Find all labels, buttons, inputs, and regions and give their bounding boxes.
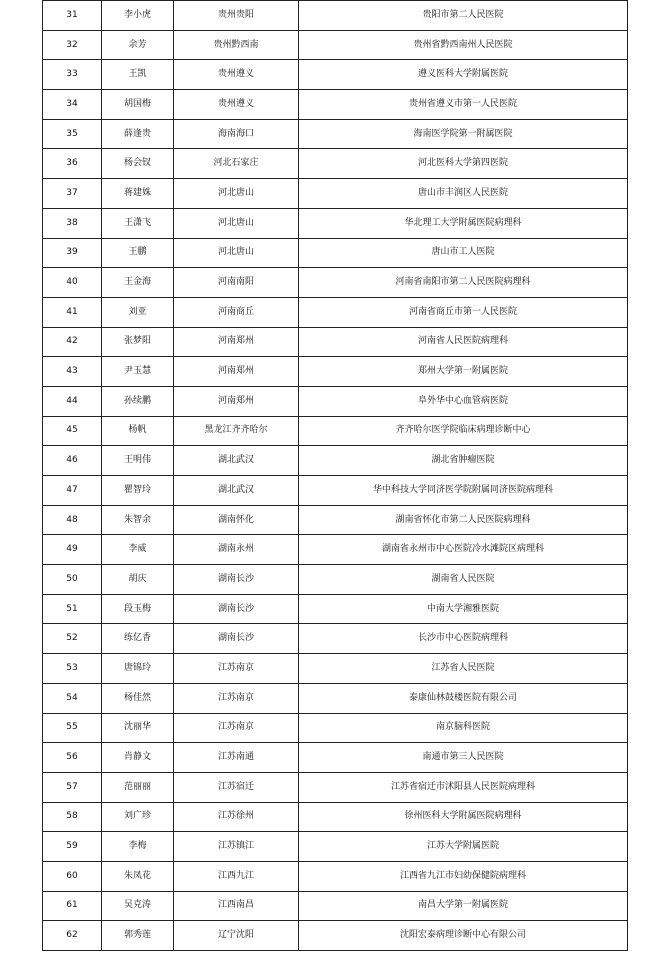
hospital-cell: 海南医学院第一附属医院	[299, 119, 628, 149]
region-cell: 湖南怀化	[174, 505, 299, 535]
hospital-cell: 唐山市工人医院	[299, 238, 628, 268]
row-number-cell: 45	[43, 416, 102, 446]
row-number-cell: 53	[43, 654, 102, 684]
region-cell: 江苏南京	[174, 654, 299, 684]
region-cell: 贵州贵阳	[174, 1, 299, 31]
region-cell: 辽宁沈阳	[174, 921, 299, 951]
table-row	[43, 386, 628, 416]
hospital-cell: 南通市第三人民医院	[299, 743, 628, 773]
table-row	[43, 179, 628, 209]
hospital-cell: 江西省九江市妇幼保健院病理科	[299, 861, 628, 891]
hospital-cell: 湖南省怀化市第二人民医院病理科	[299, 505, 628, 535]
hospital-cell: 河北医科大学第四医院	[299, 149, 628, 179]
hospital-cell: 齐齐哈尔医学院临床病理诊断中心	[299, 416, 628, 446]
person-name-cell: 朱凤花	[102, 861, 174, 891]
hospital-cell: 贵州省黔西南州人民医院	[299, 30, 628, 60]
person-name-cell: 王鹏	[102, 238, 174, 268]
person-name-cell: 蒋建姝	[102, 179, 174, 209]
row-number-cell: 52	[43, 624, 102, 654]
table-row	[43, 683, 628, 713]
row-number-cell: 33	[43, 60, 102, 90]
region-cell: 河北石家庄	[174, 149, 299, 179]
person-name-cell: 瞿智玲	[102, 476, 174, 506]
region-cell: 河南南阳	[174, 268, 299, 298]
region-cell: 贵州黔西南	[174, 30, 299, 60]
participant-table-container	[42, 0, 627, 951]
hospital-cell: 郑州大学第一附属医院	[299, 357, 628, 387]
row-number-cell: 37	[43, 179, 102, 209]
person-name-cell: 沈丽华	[102, 713, 174, 743]
table-row	[43, 357, 628, 387]
hospital-cell: 湖南省人民医院	[299, 565, 628, 595]
row-number-cell: 35	[43, 119, 102, 149]
table-row	[43, 565, 628, 595]
region-cell: 湖南长沙	[174, 624, 299, 654]
table-row	[43, 832, 628, 862]
region-cell: 湖南长沙	[174, 594, 299, 624]
row-number-cell: 31	[43, 1, 102, 31]
table-row	[43, 802, 628, 832]
hospital-cell: 徐州医科大学附属医院病理科	[299, 802, 628, 832]
hospital-cell: 河南省南阳市第二人民医院病理科	[299, 268, 628, 298]
region-cell: 河北唐山	[174, 179, 299, 209]
person-name-cell: 胡国梅	[102, 90, 174, 120]
row-number-cell: 60	[43, 861, 102, 891]
person-name-cell: 尹玉慧	[102, 357, 174, 387]
region-cell: 江苏镇江	[174, 832, 299, 862]
table-row	[43, 446, 628, 476]
row-number-cell: 47	[43, 476, 102, 506]
person-name-cell: 郭秀莲	[102, 921, 174, 951]
person-name-cell: 杨帆	[102, 416, 174, 446]
row-number-cell: 40	[43, 268, 102, 298]
region-cell: 江苏南京	[174, 713, 299, 743]
hospital-cell: 沈阳宏泰病理诊断中心有限公司	[299, 921, 628, 951]
person-name-cell: 王金海	[102, 268, 174, 298]
person-name-cell: 王凯	[102, 60, 174, 90]
table-row	[43, 60, 628, 90]
row-number-cell: 50	[43, 565, 102, 595]
person-name-cell: 练亿香	[102, 624, 174, 654]
row-number-cell: 46	[43, 446, 102, 476]
hospital-cell: 江苏省宿迁市沭阳县人民医院病理科	[299, 772, 628, 802]
table-row	[43, 238, 628, 268]
hospital-cell: 江苏省人民医院	[299, 654, 628, 684]
row-number-cell: 55	[43, 713, 102, 743]
region-cell: 河南郑州	[174, 357, 299, 387]
table-row	[43, 861, 628, 891]
row-number-cell: 38	[43, 208, 102, 238]
row-number-cell: 39	[43, 238, 102, 268]
person-name-cell: 李梅	[102, 832, 174, 862]
table-row	[43, 208, 628, 238]
hospital-cell: 南京脑科医院	[299, 713, 628, 743]
hospital-cell: 华中科技大学同济医学院附属同济医院病理科	[299, 476, 628, 506]
person-name-cell: 肖静文	[102, 743, 174, 773]
hospital-cell: 华北理工大学附属医院病理科	[299, 208, 628, 238]
hospital-cell: 贵阳市第二人民医院	[299, 1, 628, 31]
row-number-cell: 59	[43, 832, 102, 862]
table-row	[43, 743, 628, 773]
person-name-cell: 李威	[102, 535, 174, 565]
region-cell: 江苏南通	[174, 743, 299, 773]
hospital-cell: 湖南省永州市中心医院冷水滩院区病理科	[299, 535, 628, 565]
region-cell: 江西九江	[174, 861, 299, 891]
row-number-cell: 49	[43, 535, 102, 565]
row-number-cell: 42	[43, 327, 102, 357]
region-cell: 江苏宿迁	[174, 772, 299, 802]
region-cell: 黑龙江齐齐哈尔	[174, 416, 299, 446]
region-cell: 江西南昌	[174, 891, 299, 921]
table-row	[43, 921, 628, 951]
hospital-cell: 南昌大学第一附属医院	[299, 891, 628, 921]
table-row	[43, 594, 628, 624]
row-number-cell: 56	[43, 743, 102, 773]
hospital-cell: 河南省商丘市第一人民医院	[299, 297, 628, 327]
table-row	[43, 535, 628, 565]
hospital-cell: 唐山市丰润区人民医院	[299, 179, 628, 209]
table-row	[43, 327, 628, 357]
region-cell: 江苏南京	[174, 683, 299, 713]
region-cell: 河南商丘	[174, 297, 299, 327]
row-number-cell: 48	[43, 505, 102, 535]
person-name-cell: 刘广珍	[102, 802, 174, 832]
person-name-cell: 杨会钗	[102, 149, 174, 179]
participant-table-body	[43, 1, 628, 951]
person-name-cell: 李小虎	[102, 1, 174, 31]
row-number-cell: 44	[43, 386, 102, 416]
person-name-cell: 余芳	[102, 30, 174, 60]
row-number-cell: 41	[43, 297, 102, 327]
participant-table	[42, 0, 628, 951]
row-number-cell: 32	[43, 30, 102, 60]
row-number-cell: 51	[43, 594, 102, 624]
table-row	[43, 624, 628, 654]
person-name-cell: 王潇飞	[102, 208, 174, 238]
hospital-cell: 河南省人民医院病理科	[299, 327, 628, 357]
row-number-cell: 61	[43, 891, 102, 921]
hospital-cell: 泰康仙林鼓楼医院有限公司	[299, 683, 628, 713]
table-row	[43, 149, 628, 179]
table-row	[43, 268, 628, 298]
hospital-cell: 中南大学湘雅医院	[299, 594, 628, 624]
row-number-cell: 58	[43, 802, 102, 832]
person-name-cell: 胡庆	[102, 565, 174, 595]
row-number-cell: 57	[43, 772, 102, 802]
hospital-cell: 江苏大学附属医院	[299, 832, 628, 862]
table-row	[43, 297, 628, 327]
table-row	[43, 119, 628, 149]
person-name-cell: 孙续鹏	[102, 386, 174, 416]
row-number-cell: 36	[43, 149, 102, 179]
region-cell: 湖南长沙	[174, 565, 299, 595]
region-cell: 河南郑州	[174, 386, 299, 416]
person-name-cell: 王明伟	[102, 446, 174, 476]
person-name-cell: 张梦阳	[102, 327, 174, 357]
table-row	[43, 772, 628, 802]
region-cell: 河北唐山	[174, 238, 299, 268]
region-cell: 湖南永州	[174, 535, 299, 565]
region-cell: 江苏徐州	[174, 802, 299, 832]
row-number-cell: 43	[43, 357, 102, 387]
region-cell: 贵州遵义	[174, 60, 299, 90]
region-cell: 湖北武汉	[174, 446, 299, 476]
table-row	[43, 476, 628, 506]
hospital-cell: 长沙市中心医院病理科	[299, 624, 628, 654]
person-name-cell: 吴克涛	[102, 891, 174, 921]
person-name-cell: 唐锦玲	[102, 654, 174, 684]
hospital-cell: 阜外华中心血管病医院	[299, 386, 628, 416]
person-name-cell: 范丽丽	[102, 772, 174, 802]
table-row	[43, 713, 628, 743]
table-row	[43, 90, 628, 120]
person-name-cell: 刘亚	[102, 297, 174, 327]
table-row	[43, 30, 628, 60]
row-number-cell: 54	[43, 683, 102, 713]
table-row	[43, 505, 628, 535]
region-cell: 湖北武汉	[174, 476, 299, 506]
hospital-cell: 贵州省遵义市第一人民医院	[299, 90, 628, 120]
person-name-cell: 薛逢贵	[102, 119, 174, 149]
person-name-cell: 段玉梅	[102, 594, 174, 624]
table-row	[43, 654, 628, 684]
row-number-cell: 62	[43, 921, 102, 951]
hospital-cell: 湖北省肿瘤医院	[299, 446, 628, 476]
region-cell: 贵州遵义	[174, 90, 299, 120]
table-row	[43, 891, 628, 921]
person-name-cell: 杨佳然	[102, 683, 174, 713]
region-cell: 河南郑州	[174, 327, 299, 357]
row-number-cell: 34	[43, 90, 102, 120]
person-name-cell: 朱智余	[102, 505, 174, 535]
region-cell: 海南海口	[174, 119, 299, 149]
region-cell: 河北唐山	[174, 208, 299, 238]
table-row	[43, 416, 628, 446]
hospital-cell: 遵义医科大学附属医院	[299, 60, 628, 90]
table-row	[43, 1, 628, 31]
